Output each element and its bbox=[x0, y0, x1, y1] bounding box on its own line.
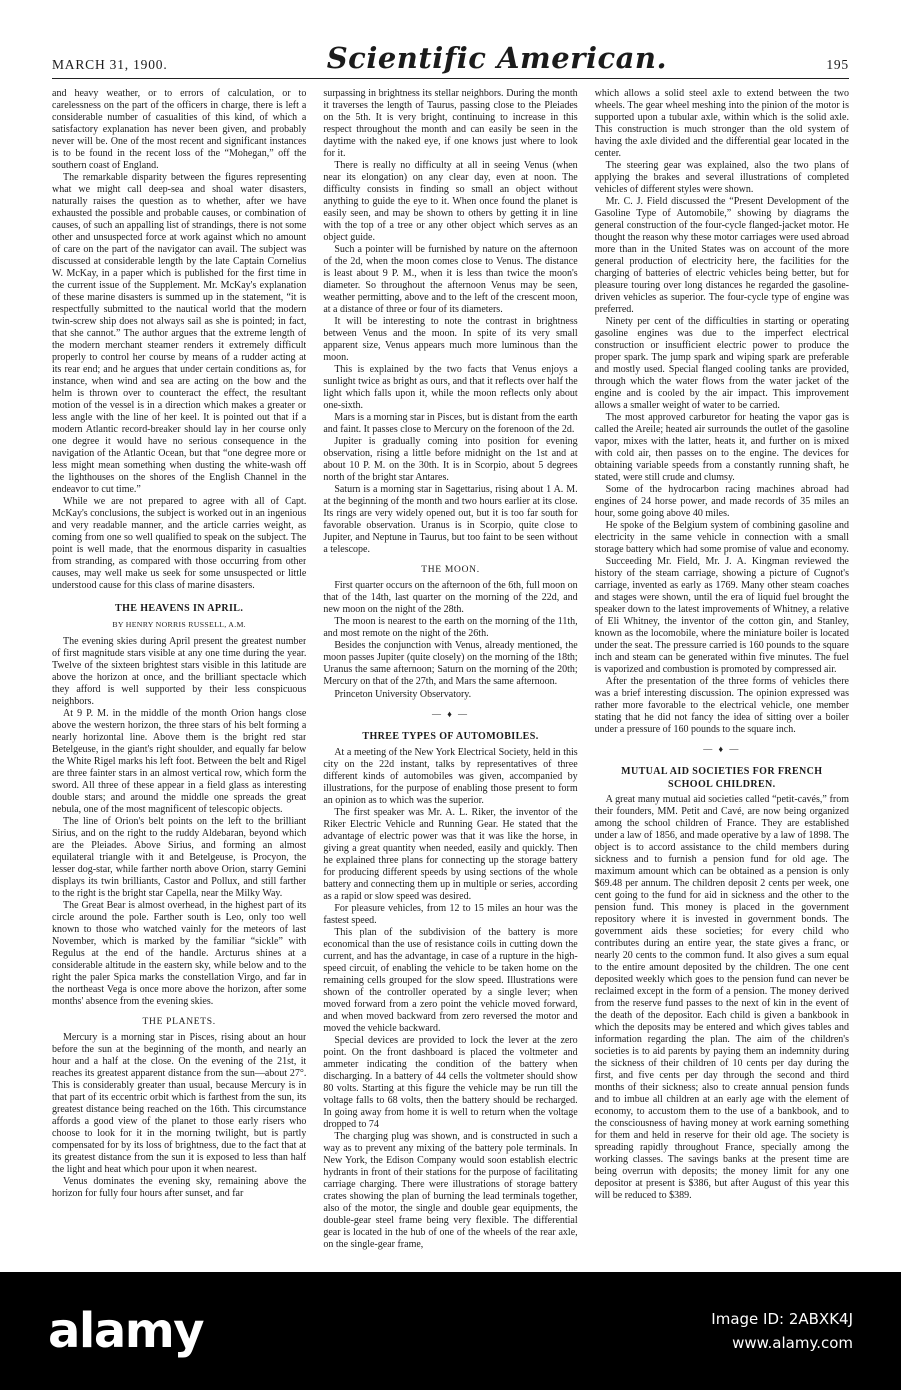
paragraph: For pleasure vehicles, from 12 to 15 miles an hour was the fastest speed. bbox=[323, 902, 578, 926]
paragraph: This plan of the subdivision of the battery is more economical than the use of resistance coils in cutting down the current, and has the advantage, in case of a rupture in the high-speed circuit, of enabling the vehicle to be taken home on the remaining cells grouped for the slow speed. Illustrations were shown of the controller operated by a single lever; when moved forward from a zero point the vehicle moved forward, and when moved backward from zero reversed the motor and moved the vehicle backward. bbox=[323, 926, 578, 1034]
section-divider-ornament: — ♦ — bbox=[431, 709, 470, 719]
alamy-watermark-bar bbox=[0, 1272, 901, 1390]
alamy-logo: alamy bbox=[48, 1303, 204, 1359]
paragraph: There is really no difficulty at all in seeing Venus (when near its elongation) on any clear day, even at noon. The difficulty consists in finding so small an object without anything to guide the eye to it. When once found the planet is easily seen, and may be shown to others by getting it in line with the top of a tree or any other object which serves as an object guide. bbox=[323, 160, 578, 243]
watermark-url: www.alamy.com bbox=[732, 1334, 853, 1352]
paragraph: The moon is nearest to the earth on the morning of the 11th, and most remote on the night of the 26th. bbox=[323, 616, 578, 639]
section-heading-heavens-in-april: THE HEAVENS IN APRIL. bbox=[115, 603, 244, 614]
paragraph: and heavy weather, or to errors of calculation, or to carelessness on the part of the officers in charge, there is left a considerable number of casualities of this kind, of which a satisfactory explanation has never been given, and probably never will be. One of the most recent and significant instances is to be found in the recent loss of the “Mohegan,” off the southern coast of England. bbox=[52, 88, 307, 171]
paragraph: The remarkable disparity between the figures representing what we might call deep-sea and shoal water disasters, naturally raises the question as to whether, after we have exhausted the possible and probable causes, or combination of causes, of such an appalling list of strandings, there is not some other and unsuspected force at work against which no amount of care on the part of the navigator can avail. The subject was discussed at considerable length by the late Captain Cornelius W. McKay, in a paper which is published for the first time in the current issue of the Supplement. Mr. McKay's explanation of these marine disasters is summed up in the statement, “it is respectfully submitted to the nautical world that the modern twin-screw ship does not always sail as she is pointed; in fact, that she cannot.” The author argues that the extreme length of the modern merchant steamer renders it extremely difficult properly to control her course by means of a rudder acting at its rear end; and he argues that under certain conditions as, for instance, when wind and sea are acting on the bow and the helm is thrown over to counteract the effect, the resultant motion of the vessel is in a direction which makes a greater or less angle with the line of her keel. It is pointed out that if a modern Atlantic record-breaker should lay in her course only one degree it would have no serious consequence in the navigation of the Atlantic Ocean, but that “one degree more or less might mean something when dusting the white-wash off the lighthouses on the shores of the English Channel in the endeavor to cut time.” bbox=[52, 172, 307, 495]
paragraph: While we are not prepared to agree with all of Capt. McKay's conclusions, the subject is worked out in an ingenious and very readable manner, and the article carries weight, as coming from one so well qualified to speak on the subject. The point is well made, that the enormous disparity in casualties from stranding, as compared with those occurring from other causes, may well make us seek for some unsuspected or little understood cause for this class of marine disasters. bbox=[52, 496, 307, 591]
paragraph: Venus dominates the evening sky, remaining above the horizon for fully four hours after sunset, and far bbox=[52, 1175, 307, 1199]
watermark-image-id: Image ID: 2ABXK4J bbox=[711, 1310, 853, 1328]
paragraph: Ninety per cent of the difficulties in starting or operating gasoline engines was due to the imperfect electrical construction or insufficient electric power to produce the proper spark. The jump spark and wiping spark are preferable and mostly used. Special flanged cooling tanks are provided, through which the water flows from the water jacket of the engine and is cooled by the air impact. This improvement allows a smaller weight of water to be carried. bbox=[594, 316, 849, 411]
article-signature: Princeton University Observatory. bbox=[334, 689, 472, 700]
paragraph: Besides the conjunction with Venus, already mentioned, the moon passes Jupiter (quite closely) on the morning of the 18th; Uranus the same afternoon; Saturn on the morning of the 20th; Mercury on that of the 27th, and Mars the same afternoon. bbox=[323, 640, 578, 687]
byline: BY HENRY NORRIS RUSSELL, A.M. bbox=[112, 619, 246, 629]
paragraph: Mercury is a morning star in Pisces, rising about an hour before the sun at the beginning of the month, and nearly an hour and a half at the close. On the evening of the 21st, it reaches its greatest apparent distance from the sun—about 27°. This is considerably greater than usual, because Mercury is in that part of its eccentric orbit which is farthest from the sun, its greatest distance being reached on the 16th. This circumstance affords a good view of the planet to those early risers who choose to look for it in the morning twilight, but is partly compensated for by its loss of brightness, due to the fact that at its greatest distance from the sun it is exposed to less than half the light and heat which pour upon it when nearest. bbox=[52, 1031, 307, 1175]
paragraph: Saturn is a morning star in Sagettarius, rising about 1 A. M. at the beginning of the month and two hours earlier at its close. Its rings are very widely opened out, but it is too far south for favorable observation. Uranus is in Scorpio, quite close to Jupiter, and Neptune in Taurus, but too faint to be seen without a telescope. bbox=[323, 484, 578, 555]
column-middle bbox=[323, 88, 577, 1268]
paragraph: The steering gear was explained, also the two plans of applying the brakes and several illustrations of completed vehicles of different styles were shown. bbox=[594, 160, 849, 195]
paragraph: Special devices are provided to lock the lever at the zero point. On the front dashboard is placed the voltmeter and ammeter indicating the condition of the battery when discharging. In a battery of 44 cells the voltmeter should show 80 volts. Starting at this figure the vehicle may be run till the voltage falls to 68 volts, then the battery should be recharged. In going away from home it is well to return when the voltage dropped to 74 bbox=[323, 1034, 578, 1130]
paragraph: Jupiter is gradually coming into position for evening observation, rising a little before midnight on the 1st and at about 10 P. M. on the 30th. It is in Scorpio, about 5 degrees north of the bright star Antares. bbox=[323, 436, 578, 483]
paragraph: The charging plug was shown, and is constructed in such a way as to prevent any mixing of the battery pole terminals. In New York, the Edison Company would soon establish electric hydrants in front of their stations for the purpose of facilitating carriage charging. There were illustrations of storage battery crates showing the plan of burning the lead terminals together, also of the motor, the single and double gear equipments, the double-gear steel frame being very flexible. The differential gear is located in the hub of one of the wheels of the rear axle, on the single-gear frame, bbox=[323, 1130, 578, 1250]
paragraph: which allows a solid steel axle to extend between the two wheels. The gear wheel meshing into the pinion of the motor is supported upon a tubular axle, within which is the solid axle. This construction is much stronger than the old system of having the axle divided and the differential gear located in the center. bbox=[594, 88, 849, 159]
section-heading-three-types-of-automobiles: THREE TYPES OF AUTOMOBILES. bbox=[362, 731, 539, 742]
paragraph: First quarter occurs on the afternoon of the 6th, full moon on that of the 14th, last quarter on the morning of the 22d, and new moon on the night of the 28th. bbox=[323, 580, 578, 615]
watermark-info bbox=[711, 1307, 853, 1355]
paragraph: The first speaker was Mr. A. L. Riker, the inventor of the Riker Electric Vehicle and Running Gear. He stated that the advantage of electric power was that it was like the horse, in giving a great quantity when needed, easily and quickly. Then he explained three plans for connecting up the storage battery for producing different speeds by using sections of the whole battery and connecting them up in multiple or series, according as a rapid or slow speed was desired. bbox=[323, 806, 578, 902]
paragraph: This is explained by the two facts that Venus enjoys a sunlight twice as bright as ours, and that it reflects over half the light which falls upon it, while the moon reflects only about one-sixth. bbox=[323, 364, 578, 411]
paragraph: At a meeting of the New York Electrical Society, held in this city on the 22d instant, talks by representatives of three different kinds of automobiles was given, accompanied by illustrations, for the purpose of enabling those present to form an opinion as to which was the superior. bbox=[323, 746, 578, 806]
column-right bbox=[595, 88, 849, 1268]
section-heading-mutual-aid-societies: MUTUAL AID SOCIETIES FOR FRENCH SCHOOL CHILDREN. bbox=[621, 766, 823, 790]
paragraph: A great many mutual aid societies called “petit-cavés,” from their founders, MM. Petit and Cavé, are now being organized among the school children of France. They are established under a law of 1856, and made operative by a law of 1898. The object is to accord assistance to the child members during sickness and to furnish a pension fund for old age. The maximum amount which can be obtained as a pension is only $69.48 per annum. The children deposit 2 cents per week, one cent going to the fund for aid in sickness and the other to the pension fund. This money is placed in the government repository where it is invested in government bonds. The government aids these societies; for every child who contributes during an entire year, the state gives a franc, or nearly 20 cents to the common fund. It also gives a sum equal to the entire amount deposited by the children. The one cent deposited weekly which goes to the pension fund can never be reclaimed except in the form of a pension. The money derived from the reserve fund passes to the next of kin in the event of the death of the depositor. Each child is given a bankbook in which the deposits may be entered and which gives tables and information regarding the plan. The aim of the children's societies is to aid parents by paying them an indemnity during the sickness of their children of 10 cents per day during the first, and five cents per day through the second and third months of their sickness; also to create annual pension funds and to imbue all children at an early age with the element of economy, to accustom them to the use of a bankbook, and to the consciousness of having money at work earning something for them and held in reserve for their old age. The society is spreading rapidly throughout France, specially among the working classes. The savings banks at the present time are being overrun with deposits; the money limit for any one depositor at present is $386, but after August of this year this will be reduced to $389. bbox=[594, 794, 849, 1201]
paragraph: Such a pointer will be furnished by nature on the afternoon of the 2d, when the moon comes close to Venus. The distance is least about 9 P. M., when it is less than twice the moon's diameter. So throughout the afternoon Venus may be seen, weather permitting, above and to the left of the crescent moon, at a distance of three or four of its diameters. bbox=[323, 244, 578, 315]
paragraph: Mr. C. J. Field discussed the “Present Development of the Gasoline Type of Automobile,” showing by diagrams the general construction of the four-cycle flanged-jacket motor. He thought the reason why these motor carriages were used abroad more than in the United States was on account of the more general production of electricity here, the facilities for the charging of batteries of electric vehicles being better, but for pleasure touring over long distances he regarded the gasoline-driven vehicles as superior. The four-cycle type of engine was preferred. bbox=[594, 196, 849, 315]
page-header bbox=[52, 41, 849, 79]
paragraph: At 9 P. M. in the middle of the month Orion hangs close above the western horizon, the three stars of his belt forming a nearly horizontal line. Above them is the bright red star Betelgeuse, in the giant's right shoulder, and equally far below the White Rigel marks his left foot. Between the belt and Rigel are three fainter stars in an almost vertical row, which form the sword. All three of these appear in a field glass as interesting double stars; and around the middle one spreads the great nebula, one of the most magnificent of telescopic objects. bbox=[52, 707, 307, 815]
section-divider-ornament: — ♦ — bbox=[703, 744, 741, 754]
page-number: 195 bbox=[826, 57, 849, 72]
article-columns bbox=[52, 88, 849, 1268]
paragraph: After the presentation of the three forms of vehicles there was a brief interesting discussion. The opinion expressed was rather more favorable to the electrical vehicle, one member stating that he did not fancy the idea of sitting over a boiler under a pressure of 160 pounds to the square inch. bbox=[594, 676, 849, 735]
paragraph: Some of the hydrocarbon racing machines abroad had engines of 24 horse power, and made records of 35 miles an hour, some going above 40 miles. bbox=[594, 484, 849, 519]
paragraph: He spoke of the Belgium system of combining gasoline and electricity in the same vehicle in connection with a small storage battery which had some promise of value and economy. bbox=[594, 520, 849, 555]
paragraph: The line of Orion's belt points on the left to the brilliant Sirius, and on the right to the ruddy Aldebaran, beyond which are the Pleiades. Above Sirius, and forming an almost equilateral triangle with it and Betelgeuse, is Procyon, the lesser dog-star, while farther north above Orion, starry Gemini displays its twin brilliants, Castor and Pollux, and still farther to the right is the bright star Capella, near the Milky Way. bbox=[52, 815, 307, 899]
paragraph: It will be interesting to note the contrast in brightness between Venus and the moon. In spite of its very small apparent size, Venus appears much more luminous than the moon. bbox=[323, 316, 578, 363]
subheading-the-moon: THE MOON. bbox=[421, 565, 480, 575]
paragraph: Mars is a morning star in Pisces, but is distant from the earth and faint. It passes close to Mercury on the forenoon of the 2d. bbox=[323, 412, 578, 435]
paragraph: The most approved carburetor for heating the vapor gas is called the Areile; heated air surrounds the outlet of the gasoline vapor, mixes with the latter, heats it, and further on is mixed with cold air, then passes on to the engine. The devices for obtaining variable speeds from a constantly running shaft, he stated, were still crude and clumsy. bbox=[594, 412, 849, 483]
column-left bbox=[52, 88, 306, 1268]
paragraph: Succeeding Mr. Field, Mr. J. A. Kingman reviewed the history of the steam carriage, showing a picture of Cugnot's carriage, invented as early as 1769. Many other steam coaches and stages were shown, until the era of liquid fuel brought the speaker down to the latest improvements of Whitney, a relative of Eli Whitney, the inventor of the cotton gin, and Stanley, known as the locomobile, where the miniature boiler is located under the seat. The pressure carried is 160 pounds to the square inch and steam can be generated within five minutes. The fuel is vaporized and combustion is promoted by compressed air. bbox=[594, 556, 849, 675]
paragraph: The evening skies during April present the greatest number of first magnitude stars visible at any one time during the year. Twelve of the sixteen brightest stars visible in this latitude are above the horizon at once, and the brilliant spectacle which they afford is well supported by their less conspicuous neighbors. bbox=[52, 635, 307, 707]
subheading-the-planets: THE PLANETS. bbox=[142, 1016, 216, 1027]
paragraph: surpassing in brightness its stellar neighbors. During the month it traverses the length of Taurus, passing close to the Pleiades on the 5th. It is very bright, continuing to increase in this respect throughout the month and can easily be seen in the daytime with the naked eye, if one knows just where to look for it. bbox=[323, 88, 578, 159]
issue-date: MARCH 31, 1900. bbox=[52, 57, 168, 72]
masthead-title: Scientific American. bbox=[326, 41, 668, 75]
paragraph: The Great Bear is almost overhead, in the highest part of its circle around the pole. Farther south is Leo, only too well known to those who watched vainly for the meteors of last November, which is marked by the familiar “sickle” with Regulus at the end of the handle. Arcturus shines at a considerable altitude in the eastern sky, while below and to the right the paler Spica marks the constellation Virgo, and far in the northeast Vega is once more above the horizon, after some months' absence from the evening skies. bbox=[52, 899, 307, 1007]
